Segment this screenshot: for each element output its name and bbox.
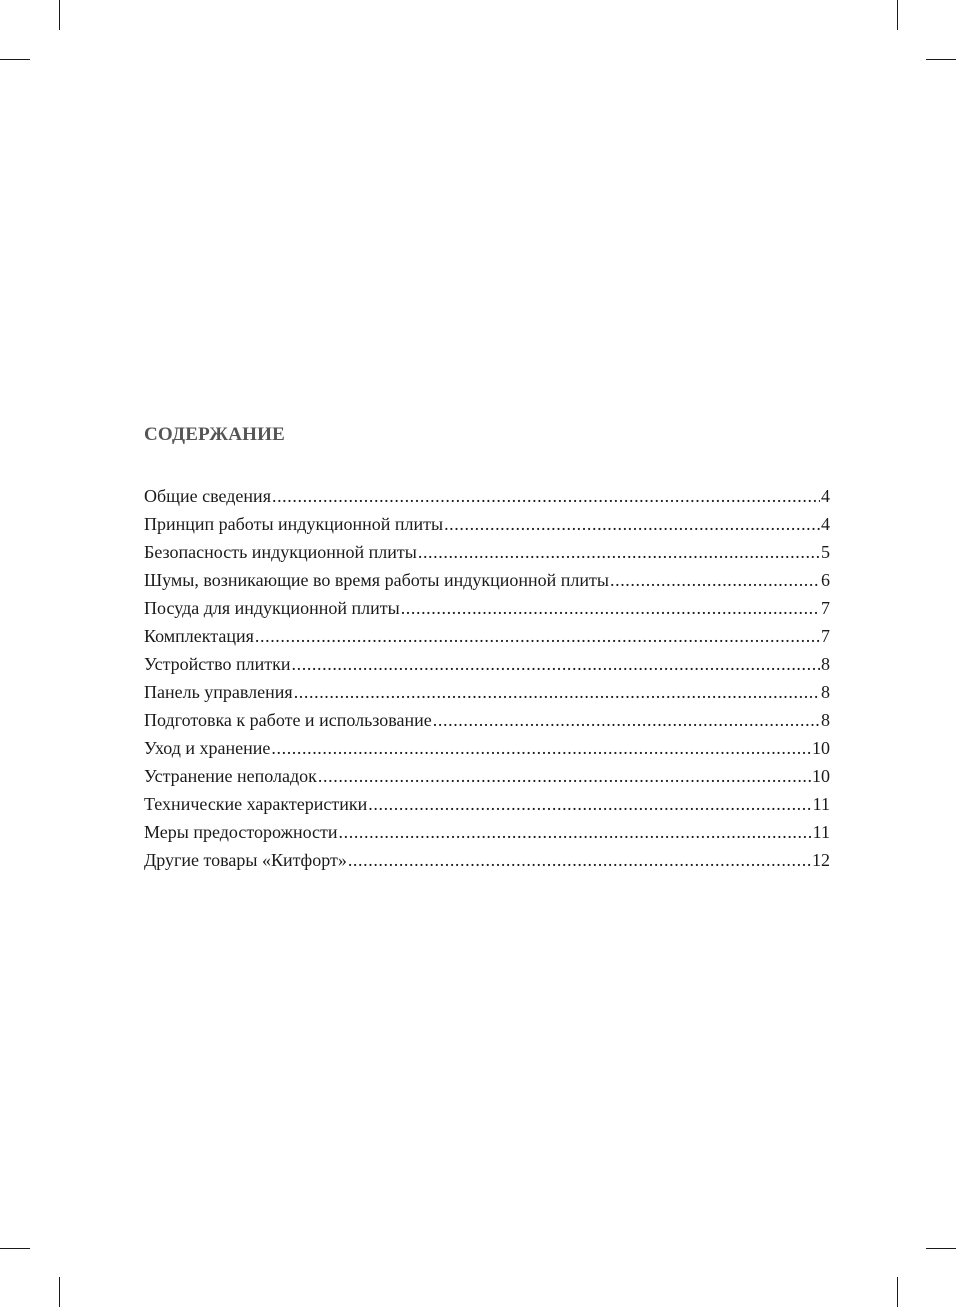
toc-leader-dots bbox=[292, 650, 820, 678]
crop-mark-bottom-right-vertical bbox=[897, 1277, 898, 1307]
toc-entry bbox=[144, 510, 830, 538]
toc-entry-page: 8 bbox=[821, 682, 830, 702]
toc-entry-label: Комплектация bbox=[144, 626, 254, 646]
crop-mark-top-left-vertical bbox=[59, 0, 60, 30]
toc-leader-dots bbox=[418, 538, 820, 566]
toc-entry bbox=[144, 622, 830, 650]
toc-leader-dots bbox=[444, 510, 820, 538]
toc-entry-label: Другие товары «Китфорт» bbox=[144, 850, 347, 870]
crop-mark-bottom-left-horizontal bbox=[0, 1248, 30, 1249]
toc-entry-page: 8 bbox=[821, 710, 830, 730]
toc-entry bbox=[144, 790, 830, 818]
toc-entry-page: 11 bbox=[812, 822, 830, 842]
crop-mark-top-left-horizontal bbox=[0, 59, 30, 60]
toc-entry bbox=[144, 762, 830, 790]
crop-mark-top-right-horizontal bbox=[926, 59, 956, 60]
toc-entry-page: 7 bbox=[821, 598, 830, 618]
toc-entry-page: 11 bbox=[812, 794, 830, 814]
toc-entry-label: Устранение неполадок bbox=[144, 766, 317, 786]
toc-entry-page: 10 bbox=[812, 738, 830, 758]
toc-entry-page: 5 bbox=[821, 542, 830, 562]
toc-entry-label: Шумы, возникающие во время работы индукционной плиты bbox=[144, 570, 609, 590]
toc-entry-page: 8 bbox=[821, 654, 830, 674]
toc-entry-page: 6 bbox=[821, 570, 830, 590]
toc-entry-label: Меры предосторожности bbox=[144, 822, 338, 842]
toc-leader-dots bbox=[348, 846, 811, 874]
crop-mark-bottom-left-vertical bbox=[59, 1277, 60, 1307]
toc-entry bbox=[144, 678, 830, 706]
toc-entry-label: Устройство плитки bbox=[144, 654, 291, 674]
toc-entry bbox=[144, 538, 830, 566]
toc-entry bbox=[144, 846, 830, 874]
toc-entry bbox=[144, 566, 830, 594]
toc-entry-label: Безопасность индукционной плиты bbox=[144, 542, 417, 562]
toc-entry-page: 7 bbox=[821, 626, 830, 646]
toc-entry-label: Панель управления bbox=[144, 682, 293, 702]
toc-leader-dots bbox=[339, 818, 812, 846]
toc-leader-dots bbox=[318, 762, 811, 790]
toc-entry-label: Подготовка к работе и использование bbox=[144, 710, 432, 730]
toc-entry-label: Уход и хранение bbox=[144, 738, 271, 758]
toc-entry bbox=[144, 594, 830, 622]
toc-entry-label: Принцип работы индукционной плиты bbox=[144, 514, 444, 534]
toc-list bbox=[144, 482, 830, 874]
crop-mark-top-right-vertical bbox=[897, 0, 898, 30]
toc-entry bbox=[144, 482, 830, 510]
toc-leader-dots bbox=[433, 706, 820, 734]
toc-entry bbox=[144, 650, 830, 678]
toc-entry-label: Общие сведения bbox=[144, 486, 271, 506]
toc-leader-dots bbox=[368, 790, 811, 818]
table-of-contents bbox=[144, 424, 830, 874]
toc-entry-label: Технические характеристики bbox=[144, 794, 368, 814]
toc-entry-page: 4 bbox=[821, 486, 830, 506]
toc-leader-dots bbox=[272, 482, 820, 510]
toc-entry-label: Посуда для индукционной плиты bbox=[144, 598, 400, 618]
toc-entry-page: 12 bbox=[812, 850, 830, 870]
toc-leader-dots bbox=[294, 678, 820, 706]
toc-entry-page: 10 bbox=[812, 766, 830, 786]
toc-entry bbox=[144, 734, 830, 762]
toc-entry bbox=[144, 818, 830, 846]
toc-entry-page: 4 bbox=[821, 514, 830, 534]
toc-leader-dots bbox=[401, 594, 820, 622]
toc-title: СОДЕРЖАНИЕ bbox=[144, 424, 285, 445]
crop-mark-bottom-right-horizontal bbox=[926, 1248, 956, 1249]
toc-leader-dots bbox=[271, 734, 811, 762]
toc-leader-dots bbox=[610, 566, 820, 594]
toc-entry bbox=[144, 706, 830, 734]
toc-leader-dots bbox=[255, 622, 820, 650]
